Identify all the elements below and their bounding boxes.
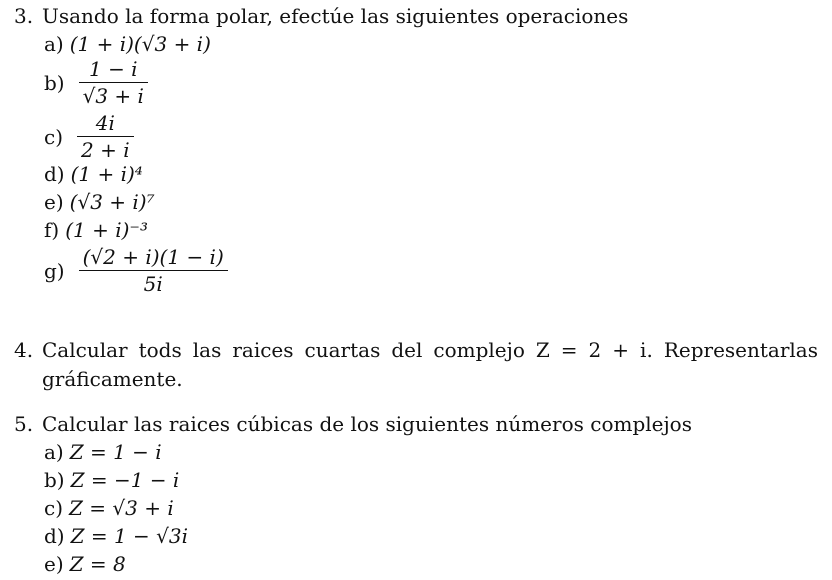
item-label: d) bbox=[44, 162, 65, 186]
section-4-text: Calcular tods las raices cuartas del complejo Z = 2 + i. Representarlas gráficamente. bbox=[42, 338, 818, 391]
section-3-number: 3. bbox=[14, 4, 34, 28]
denominator: 2 + i bbox=[81, 138, 130, 162]
exercise-3b bbox=[44, 56, 148, 109]
math-expression: (1 + i)⁻³ bbox=[65, 218, 148, 242]
exercise-3e bbox=[44, 190, 155, 214]
exercise-5a bbox=[44, 440, 162, 464]
math-expression: Z = 1 − i bbox=[69, 440, 162, 464]
item-label: e) bbox=[44, 190, 64, 214]
math-expression: (1 + i)(√3 + i) bbox=[69, 32, 211, 56]
denominator: 5i bbox=[143, 272, 163, 296]
section-3-title: Usando la forma polar, efectúe las siguientes operaciones bbox=[42, 4, 629, 28]
denominator: √3 + i bbox=[82, 84, 144, 108]
fraction bbox=[79, 244, 228, 297]
item-label: g) bbox=[44, 258, 65, 283]
numerator: 4i bbox=[95, 111, 115, 135]
section-5-number: 5. bbox=[14, 412, 34, 436]
item-label: c) bbox=[44, 496, 64, 520]
math-expression: Z = 1 − √3i bbox=[70, 524, 189, 548]
item-label: b) bbox=[44, 468, 65, 492]
math-expression: Z = 8 bbox=[69, 552, 126, 576]
fraction bbox=[79, 56, 148, 109]
section-5-title: Calcular las raices cúbicas de los siguientes números complejos bbox=[42, 412, 692, 436]
fraction bbox=[77, 110, 134, 163]
item-label: f) bbox=[44, 218, 60, 242]
exercise-3f bbox=[44, 218, 148, 242]
item-label: b) bbox=[44, 70, 65, 95]
math-expression: Z = −1 − i bbox=[70, 468, 180, 492]
exercise-5c bbox=[44, 496, 174, 520]
exercise-3g bbox=[44, 244, 228, 297]
math-expression: Z = √3 + i bbox=[69, 496, 174, 520]
math-expression: (√3 + i)⁷ bbox=[69, 190, 155, 214]
section-4-number: 4. bbox=[14, 338, 34, 362]
math-expression: (1 + i)⁴ bbox=[70, 162, 143, 186]
exercise-3c bbox=[44, 110, 134, 163]
exercise-3d bbox=[44, 162, 143, 186]
item-label: a) bbox=[44, 32, 64, 56]
exercise-3a bbox=[44, 32, 211, 56]
exercise-5d bbox=[44, 524, 188, 548]
item-label: a) bbox=[44, 440, 64, 464]
item-label: e) bbox=[44, 552, 64, 576]
item-label: d) bbox=[44, 524, 65, 548]
numerator: (√2 + i)(1 − i) bbox=[82, 245, 224, 269]
exercise-5b bbox=[44, 468, 179, 492]
numerator: 1 − i bbox=[88, 57, 138, 81]
exercise-5e bbox=[44, 552, 126, 576]
item-label: c) bbox=[44, 124, 64, 149]
